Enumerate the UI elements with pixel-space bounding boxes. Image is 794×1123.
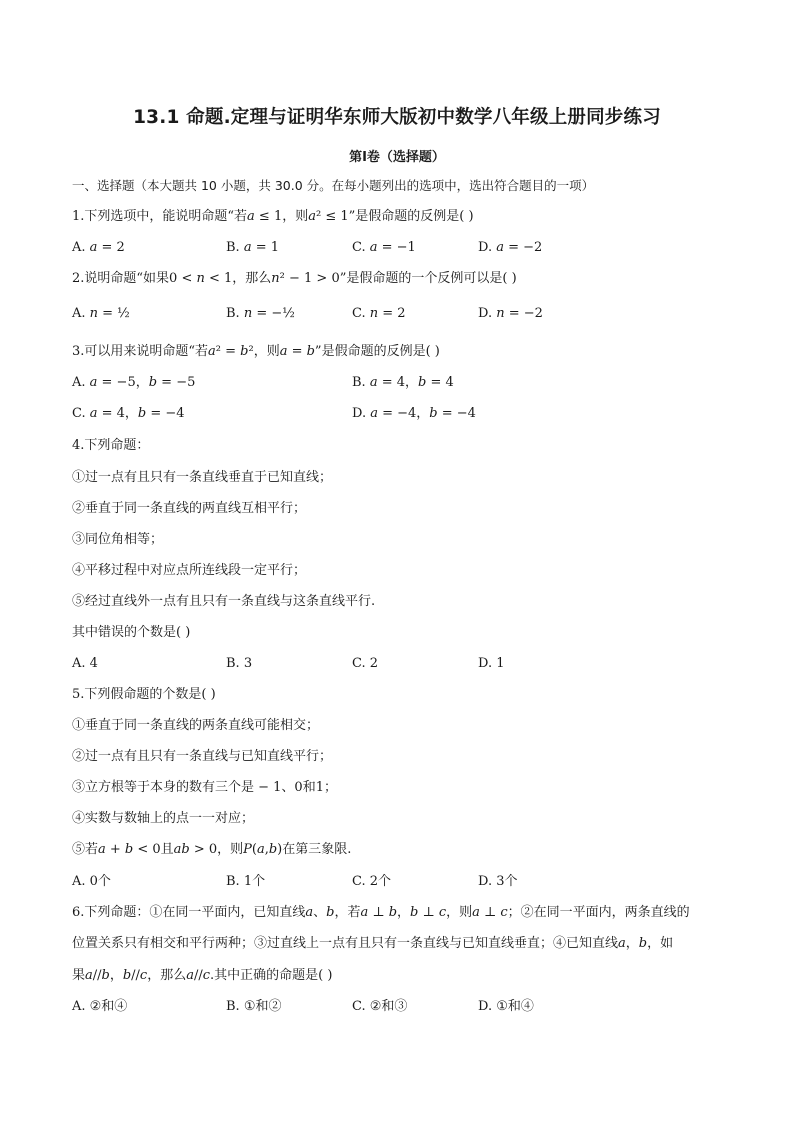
- question-5-item: ①垂直于同一条直线的两条直线可能相交；: [72, 718, 320, 733]
- question-1-option-b[interactable]: B. 𝑎 = 1: [226, 240, 279, 255]
- question-6-option-d[interactable]: D. ①和④: [478, 999, 534, 1014]
- volume-subtitle: 第Ⅰ卷（选择题）: [349, 150, 445, 165]
- question-4-option-b[interactable]: B. 3: [226, 656, 253, 671]
- question-4-item: ①过一点有且只有一条直线垂直于已知直线；: [72, 470, 333, 485]
- question-5-option-b[interactable]: B. 1个: [226, 874, 266, 889]
- page-title: 13.1 命题.定理与证明华东师大版初中数学八年级上册同步练习: [133, 107, 661, 128]
- question-4-item: ②垂直于同一条直线的两直线互相平行；: [72, 501, 307, 516]
- question-4-option-c[interactable]: C. 2: [352, 656, 379, 671]
- question-4-item: ④平移过程中对应点所连线段一定平行；: [72, 563, 307, 578]
- question-4-stem: 4.下列命题：: [72, 438, 150, 453]
- question-5-stem: 5.下列假命题的个数是( ): [72, 687, 216, 702]
- question-2-option-a[interactable]: A. 𝑛 = ½: [72, 306, 130, 321]
- question-5-item: ④实数与数轴上的点一一对应；: [72, 811, 255, 826]
- question-3-option-c[interactable]: C. 𝑎 = 4，𝑏 = −4: [72, 406, 185, 421]
- question-3-option-d[interactable]: D. 𝑎 = −4，𝑏 = −4: [352, 406, 476, 421]
- question-4-ask: 其中错误的个数是( ): [72, 625, 191, 640]
- question-4-option-a[interactable]: A. 4: [72, 656, 98, 671]
- question-6-option-c[interactable]: C. ②和③: [352, 999, 408, 1014]
- question-6-stem-line: 位置关系只有相交和平行两种；③过直线上一点有且只有一条直线与已知直线垂直；④已知直线𝑎，𝑏，如: [72, 936, 674, 951]
- question-3-option-b[interactable]: B. 𝑎 = 4，𝑏 = 4: [352, 375, 454, 390]
- question-1-option-d[interactable]: D. 𝑎 = −2: [478, 240, 543, 255]
- question-6-stem-line: 6.下列命题：①在同一平面内，已知直线𝑎、𝑏，若𝑎 ⊥ 𝑏，𝑏 ⊥ 𝑐，则𝑎 ⊥ 𝑐；②在同一平面内，两条直线的: [72, 905, 690, 920]
- question-1-stem: 1.下列选项中，能说明命题“若𝑎 ≤ 1，则𝑎² ≤ 1”是假命题的反例是( ): [72, 209, 474, 224]
- question-6-stem-line: 果𝑎//𝑏，𝑏//𝑐，那么𝑎//𝑐.其中正确的命题是( ): [72, 968, 333, 983]
- question-5-item: ②过一点有且只有一条直线与已知直线平行；: [72, 749, 333, 764]
- question-2-stem: 2.说明命题“如果0 < 𝑛 < 1，那么𝑛² − 1 > 0”是假命题的一个反例可以是( ): [72, 271, 517, 286]
- question-4-option-d[interactable]: D. 1: [478, 656, 505, 671]
- question-5-option-d[interactable]: D. 3个: [478, 874, 518, 889]
- question-5-item: ⑤若𝑎 + 𝑏 < 0且𝑎𝑏 > 0，则𝑃(𝑎,𝑏)在第三象限.: [72, 842, 352, 857]
- question-3-option-a[interactable]: A. 𝑎 = −5，𝑏 = −5: [72, 375, 196, 390]
- section-heading: 一、选择题（本大题共 10 小题，共 30.0 分。在每小题列出的选项中，选出符合题目的一项）: [72, 178, 595, 193]
- question-6-option-a[interactable]: A. ②和④: [72, 999, 128, 1014]
- question-4-item: ③同位角相等；: [72, 532, 164, 547]
- question-5-option-c[interactable]: C. 2个: [352, 874, 392, 889]
- question-2-option-c[interactable]: C. 𝑛 = 2: [352, 306, 406, 321]
- question-1-option-a[interactable]: A. 𝑎 = 2: [72, 240, 125, 255]
- question-2-option-d[interactable]: D. 𝑛 = −2: [478, 306, 543, 321]
- question-2-option-b[interactable]: B. 𝑛 = −½: [226, 306, 295, 321]
- question-3-stem: 3.可以用来说明命题“若𝑎² = 𝑏²，则𝑎 = 𝑏”是假命题的反例是( ): [72, 344, 440, 359]
- question-5-option-a[interactable]: A. 0个: [72, 874, 111, 889]
- question-1-option-c[interactable]: C. 𝑎 = −1: [352, 240, 416, 255]
- question-4-item: ⑤经过直线外一点有且只有一条直线与这条直线平行.: [72, 594, 376, 609]
- question-5-item: ③立方根等于本身的数有三个是 − 1、0和1；: [72, 780, 337, 795]
- question-6-option-b[interactable]: B. ①和②: [226, 999, 282, 1014]
